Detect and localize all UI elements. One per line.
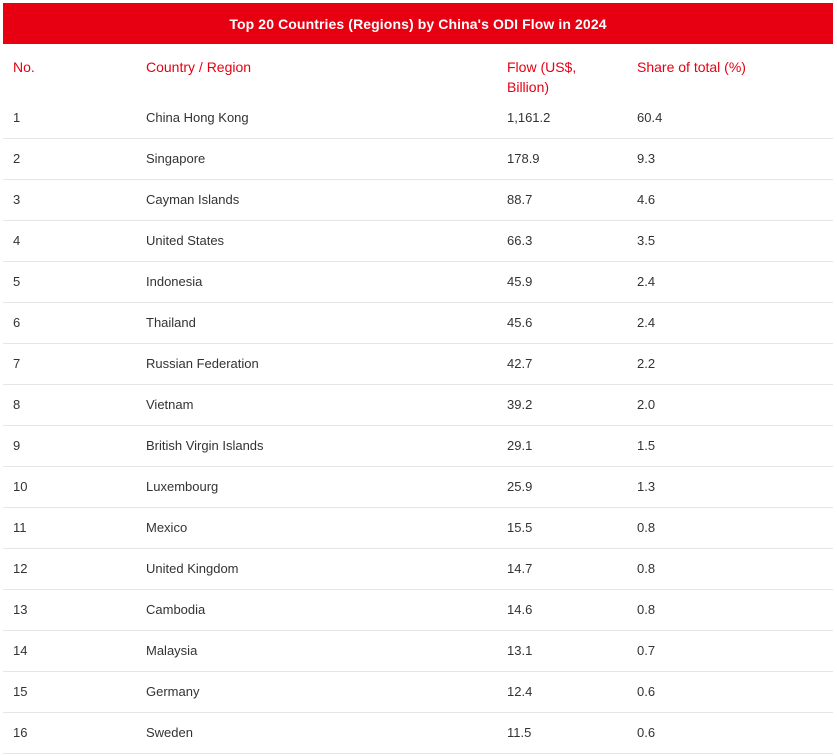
table-body: [3, 100, 833, 754]
table-row: [3, 344, 833, 385]
row-flow-cell: 11.5: [507, 725, 532, 740]
row-share-cell: 2.0: [637, 397, 656, 412]
table-row: [3, 139, 833, 180]
row-share-cell: 0.8: [637, 602, 656, 617]
row-flow-cell: 1,161.2: [507, 110, 551, 125]
row-country-cell: Vietnam: [146, 397, 194, 412]
row-country-cell: British Virgin Islands: [146, 438, 264, 453]
header-share: Share of total (%): [637, 59, 746, 75]
table-row: [3, 303, 833, 344]
row-share-cell: 3.5: [637, 233, 656, 248]
row-no-cell: 5: [13, 274, 21, 289]
table-row: [3, 262, 833, 303]
row-share-cell: 1.3: [637, 479, 656, 494]
table-row: [3, 100, 833, 139]
odi-flow-table: [0, 3, 837, 756]
row-no-cell: 4: [13, 233, 21, 248]
row-share-cell: 9.3: [637, 151, 656, 166]
row-country-cell: Thailand: [146, 315, 196, 330]
header-country-region: Country / Region: [146, 59, 252, 75]
row-no-cell: 7: [13, 356, 21, 371]
row-share-cell: 0.8: [637, 561, 656, 576]
table-row: [3, 631, 833, 672]
table-row: [3, 467, 833, 508]
row-flow-cell: 45.9: [507, 274, 533, 289]
row-no-cell: 3: [13, 192, 21, 207]
row-no-cell: 10: [13, 479, 28, 494]
table-header-row: [3, 44, 833, 100]
row-share-cell: 0.6: [637, 725, 656, 740]
row-country-cell: Russian Federation: [146, 356, 259, 371]
row-no-cell: 6: [13, 315, 21, 330]
row-country-cell: United States: [146, 233, 225, 248]
table-row: [3, 590, 833, 631]
row-share-cell: 0.7: [637, 643, 656, 658]
header-flow: Flow (US$, Billion): [507, 59, 577, 95]
row-no-cell: 12: [13, 561, 28, 576]
header-no: No.: [13, 59, 35, 75]
row-country-cell: Cambodia: [146, 602, 206, 617]
row-no-cell: 9: [13, 438, 21, 453]
row-share-cell: 60.4: [637, 110, 663, 125]
row-share-cell: 0.8: [637, 520, 656, 535]
table-row: [3, 508, 833, 549]
table-title: Top 20 Countries (Regions) by China's ODI Flow in 2024: [3, 3, 833, 44]
row-flow-cell: 14.6: [507, 602, 533, 617]
table-row: [3, 385, 833, 426]
row-flow-cell: 66.3: [507, 233, 533, 248]
row-flow-cell: 15.5: [507, 520, 533, 535]
row-share-cell: 2.2: [637, 356, 656, 371]
row-no-cell: 13: [13, 602, 28, 617]
row-country-cell: Singapore: [146, 151, 206, 166]
row-country-cell: Mexico: [146, 520, 188, 535]
row-no-cell: 1: [13, 110, 21, 125]
row-share-cell: 4.6: [637, 192, 656, 207]
table-row: [3, 713, 833, 754]
row-flow-cell: 88.7: [507, 192, 533, 207]
row-flow-cell: 39.2: [507, 397, 533, 412]
row-no-cell: 11: [13, 520, 27, 535]
row-flow-cell: 42.7: [507, 356, 533, 371]
row-share-cell: 2.4: [637, 274, 656, 289]
row-no-cell: 15: [13, 684, 28, 699]
row-country-cell: United Kingdom: [146, 561, 239, 576]
row-share-cell: 0.6: [637, 684, 656, 699]
row-country-cell: Germany: [146, 684, 200, 699]
row-flow-cell: 13.1: [507, 643, 533, 658]
row-flow-cell: 178.9: [507, 151, 540, 166]
row-no-cell: 14: [13, 643, 28, 658]
row-country-cell: Sweden: [146, 725, 193, 740]
row-flow-cell: 25.9: [507, 479, 533, 494]
row-country-cell: Luxembourg: [146, 479, 219, 494]
row-country-cell: Malaysia: [146, 643, 198, 658]
table-row: [3, 426, 833, 467]
row-country-cell: China Hong Kong: [146, 110, 249, 125]
row-no-cell: 8: [13, 397, 21, 412]
row-flow-cell: 29.1: [507, 438, 533, 453]
table-row: [3, 221, 833, 262]
row-country-cell: Cayman Islands: [146, 192, 240, 207]
table-row: [3, 549, 833, 590]
table-row: [3, 180, 833, 221]
table-row: [3, 672, 833, 713]
row-share-cell: 1.5: [637, 438, 656, 453]
row-country-cell: Indonesia: [146, 274, 203, 289]
row-flow-cell: 45.6: [507, 315, 533, 330]
row-no-cell: 2: [13, 151, 21, 166]
row-flow-cell: 12.4: [507, 684, 533, 699]
row-no-cell: 16: [13, 725, 28, 740]
row-flow-cell: 14.7: [507, 561, 533, 576]
row-share-cell: 2.4: [637, 315, 656, 330]
